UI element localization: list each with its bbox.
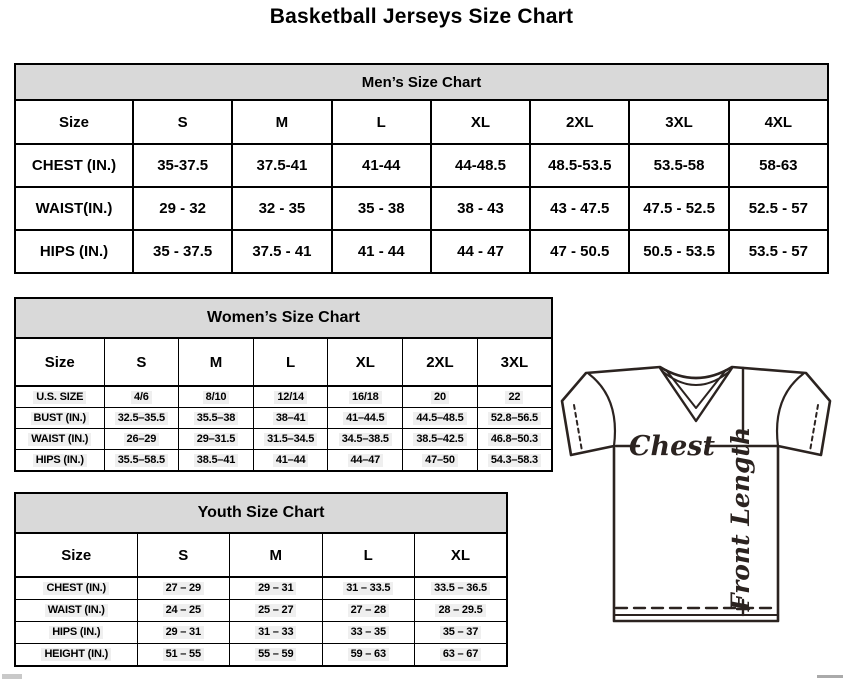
womens-value-cell xyxy=(328,429,403,450)
womens-value-cell xyxy=(104,429,179,450)
womens-row-label-text: U.S. SIZE xyxy=(33,391,86,404)
youth-value-cell xyxy=(322,600,415,622)
womens-row-label xyxy=(15,386,104,408)
mens-value-cell: 44 - 47 xyxy=(431,230,530,273)
mens-value-cell: 35 - 37.5 xyxy=(133,230,232,273)
womens-size-chart-table xyxy=(14,297,553,472)
mens-value-cell: 43 - 47.5 xyxy=(530,187,629,230)
mens-value-cell: 37.5 - 41 xyxy=(232,230,331,273)
youth-value-cell xyxy=(415,600,508,622)
mens-value-cell: 41-44 xyxy=(332,144,431,187)
mens-value-cell: 37.5-41 xyxy=(232,144,331,187)
womens-value-text: 22 xyxy=(505,391,523,404)
youth-value-cell xyxy=(322,577,415,600)
mens-table-title: Men’s Size Chart xyxy=(15,64,828,100)
youth-value-text: 55 – 59 xyxy=(255,648,296,661)
sleeve-seam-right xyxy=(777,374,803,446)
womens-value-text: 4/6 xyxy=(131,391,152,404)
youth-value-text: 33 – 35 xyxy=(348,626,389,639)
youth-value-text: 33.5 – 36.5 xyxy=(431,582,490,595)
womens-value-cell xyxy=(253,386,328,408)
womens-size-col: L xyxy=(253,338,328,386)
womens-value-cell xyxy=(403,386,478,408)
scrollbar-fragment-left[interactable] xyxy=(2,674,22,679)
youth-value-text: 28 – 29.5 xyxy=(435,604,485,617)
womens-table-title: Women’s Size Chart xyxy=(15,298,552,338)
womens-value-cell xyxy=(328,386,403,408)
womens-value-cell xyxy=(403,450,478,472)
womens-value-text: 44–47 xyxy=(348,454,384,467)
mens-size-col: M xyxy=(232,100,331,144)
youth-value-cell xyxy=(137,577,230,600)
jersey-measurement-diagram xyxy=(556,358,836,630)
youth-value-text: 24 – 25 xyxy=(163,604,204,617)
mens-size-chart-table xyxy=(14,63,829,274)
womens-value-text: 16/18 xyxy=(349,391,382,404)
womens-row-label xyxy=(15,429,104,450)
youth-row-label-text: CHEST (IN.) xyxy=(43,582,109,595)
womens-size-header: Size xyxy=(15,338,104,386)
womens-value-cell xyxy=(253,408,328,429)
youth-value-cell xyxy=(415,622,508,644)
youth-value-cell xyxy=(137,644,230,667)
mens-value-cell: 44-48.5 xyxy=(431,144,530,187)
womens-value-text: 26–29 xyxy=(124,433,160,446)
youth-size-col: L xyxy=(322,533,415,577)
youth-value-cell xyxy=(322,622,415,644)
womens-row-label-text: HIPS (IN.) xyxy=(33,454,87,467)
youth-size-col: M xyxy=(230,533,323,577)
womens-value-text: 38.5–41 xyxy=(194,454,238,467)
youth-value-cell xyxy=(415,577,508,600)
womens-value-cell xyxy=(104,408,179,429)
mens-size-col: XL xyxy=(431,100,530,144)
womens-value-text: 47–50 xyxy=(422,454,458,467)
womens-value-cell xyxy=(253,450,328,472)
mens-value-cell: 53.5-58 xyxy=(629,144,728,187)
womens-value-text: 8/10 xyxy=(203,391,230,404)
mens-size-col: 3XL xyxy=(629,100,728,144)
womens-value-text: 54.3–58.3 xyxy=(488,454,541,467)
mens-value-cell: 35 - 38 xyxy=(332,187,431,230)
womens-size-col: 3XL xyxy=(477,338,552,386)
youth-row-label-text: WAIST (IN.) xyxy=(45,604,108,617)
youth-value-text: 35 – 37 xyxy=(440,626,481,639)
mens-value-cell: 52.5 - 57 xyxy=(729,187,828,230)
womens-size-col: M xyxy=(179,338,254,386)
youth-value-cell xyxy=(230,622,323,644)
womens-value-text: 20 xyxy=(431,391,449,404)
womens-value-text: 41–44 xyxy=(273,454,309,467)
womens-value-cell xyxy=(179,408,254,429)
womens-value-cell xyxy=(179,450,254,472)
cuff-stitch-left xyxy=(574,405,582,451)
front-length-label: Front Length xyxy=(726,426,755,612)
youth-value-cell xyxy=(230,600,323,622)
youth-value-cell xyxy=(137,622,230,644)
youth-value-cell xyxy=(322,644,415,667)
youth-value-cell xyxy=(137,600,230,622)
womens-row-label-text: BUST (IN.) xyxy=(31,412,89,425)
youth-value-text: 27 – 28 xyxy=(348,604,389,617)
womens-value-cell xyxy=(477,450,552,472)
youth-size-header: Size xyxy=(15,533,137,577)
womens-value-text: 46.8–50.3 xyxy=(488,433,541,446)
womens-value-cell xyxy=(104,450,179,472)
youth-row-label xyxy=(15,644,137,667)
womens-value-text: 34.5–38.5 xyxy=(339,433,392,446)
mens-value-cell: 50.5 - 53.5 xyxy=(629,230,728,273)
mens-value-cell: 29 - 32 xyxy=(133,187,232,230)
page-title: Basketball Jerseys Size Chart xyxy=(269,5,574,28)
mens-row-label: HIPS (IN.) xyxy=(15,230,133,273)
mens-size-col: L xyxy=(332,100,431,144)
youth-row-label xyxy=(15,622,137,644)
mens-row-label: WAIST(IN.) xyxy=(15,187,133,230)
mens-value-cell: 35-37.5 xyxy=(133,144,232,187)
womens-value-cell xyxy=(403,429,478,450)
mens-value-cell: 32 - 35 xyxy=(232,187,331,230)
youth-row-label-text: HEIGHT (IN.) xyxy=(41,648,111,661)
womens-value-text: 35.5–58.5 xyxy=(115,454,168,467)
womens-value-cell xyxy=(253,429,328,450)
youth-value-text: 51 – 55 xyxy=(163,648,204,661)
youth-row-label xyxy=(15,577,137,600)
womens-value-text: 38.5–42.5 xyxy=(413,433,466,446)
chest-label: Chest xyxy=(629,431,715,462)
youth-value-text: 29 – 31 xyxy=(163,626,204,639)
mens-size-header: Size xyxy=(15,100,133,144)
womens-value-cell xyxy=(477,408,552,429)
mens-size-col: 2XL xyxy=(530,100,629,144)
sleeve-seam-left xyxy=(589,374,615,446)
youth-value-cell xyxy=(230,644,323,667)
womens-value-text: 32.5–35.5 xyxy=(115,412,168,425)
womens-row-label xyxy=(15,408,104,429)
youth-value-text: 27 – 29 xyxy=(163,582,204,595)
womens-value-text: 35.5–38 xyxy=(194,412,238,425)
womens-size-col: XL xyxy=(328,338,403,386)
youth-value-text: 59 – 63 xyxy=(348,648,389,661)
womens-value-text: 52.8–56.5 xyxy=(488,412,541,425)
mens-value-cell: 41 - 44 xyxy=(332,230,431,273)
mens-value-cell: 38 - 43 xyxy=(431,187,530,230)
womens-value-text: 41–44.5 xyxy=(343,412,387,425)
mens-value-cell: 47.5 - 52.5 xyxy=(629,187,728,230)
womens-value-cell xyxy=(328,450,403,472)
youth-value-text: 25 – 27 xyxy=(255,604,296,617)
cuff-stitch-right xyxy=(810,405,818,451)
mens-size-col: S xyxy=(133,100,232,144)
youth-value-text: 29 – 31 xyxy=(255,582,296,595)
scrollbar-fragment-right[interactable] xyxy=(817,675,843,678)
youth-value-cell xyxy=(230,577,323,600)
womens-value-cell xyxy=(179,429,254,450)
youth-row-label-text: HIPS (IN.) xyxy=(49,626,103,639)
youth-value-cell xyxy=(415,644,508,667)
womens-value-cell xyxy=(477,429,552,450)
youth-value-text: 31 – 33 xyxy=(255,626,296,639)
mens-size-col: 4XL xyxy=(729,100,828,144)
youth-table-title: Youth Size Chart xyxy=(15,493,507,533)
womens-value-cell xyxy=(179,386,254,408)
womens-row-label xyxy=(15,450,104,472)
youth-size-col: XL xyxy=(415,533,508,577)
youth-row-label xyxy=(15,600,137,622)
womens-value-text: 38–41 xyxy=(273,412,309,425)
mens-value-cell: 58-63 xyxy=(729,144,828,187)
womens-value-text: 44.5–48.5 xyxy=(413,412,466,425)
mens-value-cell: 48.5-53.5 xyxy=(530,144,629,187)
womens-value-text: 12/14 xyxy=(274,391,307,404)
mens-value-cell: 47 - 50.5 xyxy=(530,230,629,273)
youth-value-text: 63 – 67 xyxy=(440,648,481,661)
womens-size-col: 2XL xyxy=(403,338,478,386)
mens-row-label: CHEST (IN.) xyxy=(15,144,133,187)
womens-row-label-text: WAIST (IN.) xyxy=(28,433,91,446)
womens-value-cell xyxy=(477,386,552,408)
womens-value-text: 31.5–34.5 xyxy=(264,433,317,446)
womens-size-col: S xyxy=(104,338,179,386)
womens-value-text: 29–31.5 xyxy=(194,433,238,446)
womens-value-cell xyxy=(403,408,478,429)
youth-value-text: 31 – 33.5 xyxy=(343,582,393,595)
youth-size-col: S xyxy=(137,533,230,577)
mens-value-cell: 53.5 - 57 xyxy=(729,230,828,273)
youth-size-chart-table xyxy=(14,492,508,667)
jersey-outline xyxy=(562,367,830,621)
womens-value-cell xyxy=(104,386,179,408)
womens-value-cell xyxy=(328,408,403,429)
